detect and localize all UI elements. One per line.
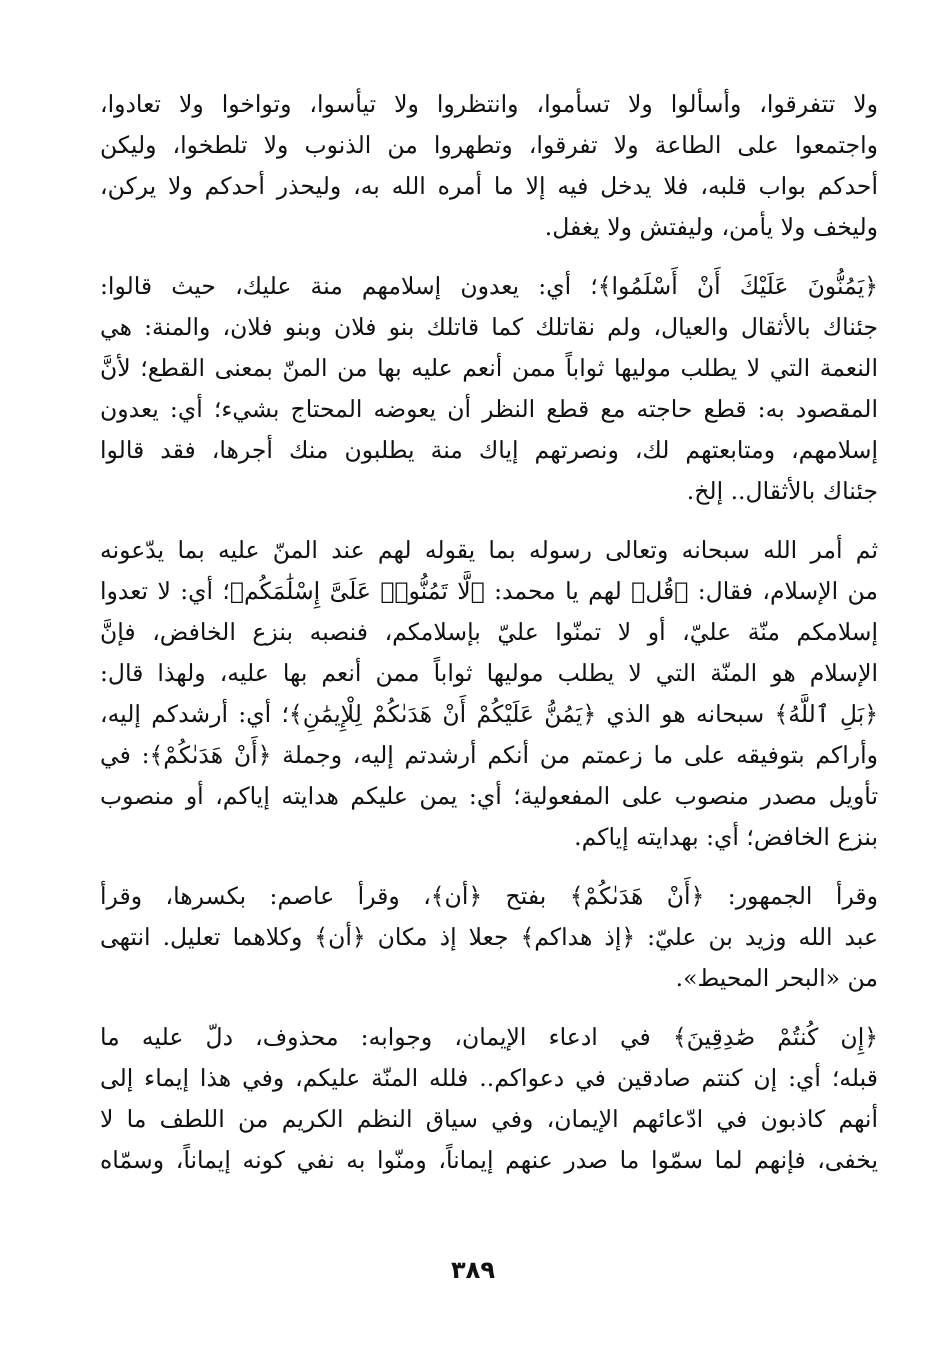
text-line: ﴿إِن كُنتُمْ صَٰدِقِينَ﴾ في ادعاء الإيمان، وجوابه: محذوف، دلّ عليه ما xyxy=(100,1023,878,1051)
text-line: ولا تتفرقوا، وأسألوا ولا تسأموا، وانتظروا ولا تيأسوا، وتواخوا ولا تعادوا، xyxy=(100,90,878,118)
text-line: من «البحر المحيط». xyxy=(675,964,878,992)
paragraph-4 xyxy=(100,876,878,999)
paragraph-2 xyxy=(100,266,878,512)
text-line: أنهم كاذبون في ادّعائهم الإيمان، وفي سياق النظم الكريم من اللطف ما لا xyxy=(100,1105,878,1133)
text-line: إسلامكم منّة عليّ، أو لا تمنّوا عليّ بإسلامكم، فنصبه بنزع الخافض، فإنَّ xyxy=(100,618,878,646)
text-line: ﴿يَمُنُّونَ عَلَيْكَ أَنْ أَسْلَمُوا﴾؛ أي: يعدون إسلامهم منة عليك، حيث قالوا: xyxy=(100,272,878,300)
text-line: يخفى، فإنهم لما سمّوا ما صدر عنهم إيماناً، ومنّوا به نفي كونه إيماناً، وسمّاه xyxy=(100,1146,878,1174)
paragraph-5 xyxy=(100,1017,878,1181)
paragraph-3 xyxy=(100,530,878,858)
text-line: النعمة التي لا يطلب موليها ثواباً ممن أنعم عليه بها من المنّ بمعنى القطع؛ لأنَّ xyxy=(100,354,878,382)
paragraph-1 xyxy=(100,84,878,248)
page-body xyxy=(100,84,878,1181)
text-line: وأراكم بتوفيقه على ما زعمتم من أنكم أرشدتم إليه، وجملة ﴿أَنْ هَدَىٰكُمْ﴾: في xyxy=(100,741,878,769)
text-line: واجتمعوا على الطاعة ولا تفرقوا، وتطهروا من الذنوب ولا تلطخوا، وليكن xyxy=(100,131,878,159)
text-line: المقصود به: قطع حاجته مع قطع النظر أن يعوضه المحتاج بشيء؛ أي: يعدون xyxy=(100,395,878,423)
text-line: من الإسلام، فقال: ﴿قُل﴾ لهم يا محمد: ﴿لَّا تَمُنُّوا۟ عَلَىَّ إِسْلَٰمَكُم﴾؛ أي: لا تعدوا xyxy=(100,577,878,605)
text-line: ﴿بَلِ ٱللَّهُ﴾ سبحانه هو الذي ﴿يَمُنُّ عَلَيْكُمْ أَنْ هَدَىٰكُمْ لِلْإِيمَٰنِ﴾؛ أي: أرشدكم إليه، xyxy=(100,700,878,728)
text-line: جئناك بالأثقال.. إلخ. xyxy=(686,477,878,505)
text-line: وليخف ولا يأمن، وليفتش ولا يغفل. xyxy=(544,213,878,241)
text-line: إسلامهم، ومتابعتهم لك، ونصرتهم إياك منة يطلبون منك أجرها، فقد قالوا xyxy=(100,436,878,464)
text-line: عبد الله وزيد بن عليّ: ﴿إذ هداكم﴾ جعلا إذ مكان ﴿أن﴾ وكلاهما تعليل. انتهى xyxy=(100,923,878,951)
text-line: جئناك بالأثقال والعيال، ولم نقاتلك كما قاتلك بنو فلان وبنو فلان، والمنة: هي xyxy=(100,313,878,341)
text-line: بنزع الخافض؛ أي: بهدايته إياكم. xyxy=(574,823,878,851)
text-line: تأويل مصدر منصوب على المفعولية؛ أي: يمن عليكم هدايته إياكم، أو منصوب xyxy=(100,782,878,810)
text-line: وقرأ الجمهور: ﴿أَنْ هَدَىٰكُمْ﴾ بفتح ﴿أن﴾، وقرأ عاصم: بكسرها، وقرأ xyxy=(100,882,878,910)
text-line: الإسلام هو المنّة التي لا يطلب موليها ثواباً ممن أنعم بها عليه، ولهذا قال: xyxy=(100,659,878,687)
text-line: أحدكم بواب قلبه، فلا يدخل فيه إلا ما أمره الله به، وليحذر أحدكم ولا يركن، xyxy=(100,172,878,200)
text-line: ثم أمر الله سبحانه وتعالى رسوله بما يقوله لهم عند المنّ عليه بما يدّعونه xyxy=(100,536,878,564)
page-number: ٣٨٩ xyxy=(451,1256,495,1284)
text-line: قبله؛ أي: إن كنتم صادقين في دعواكم.. فلله المنّة عليكم، وفي هذا إيماء إلى xyxy=(100,1064,878,1092)
